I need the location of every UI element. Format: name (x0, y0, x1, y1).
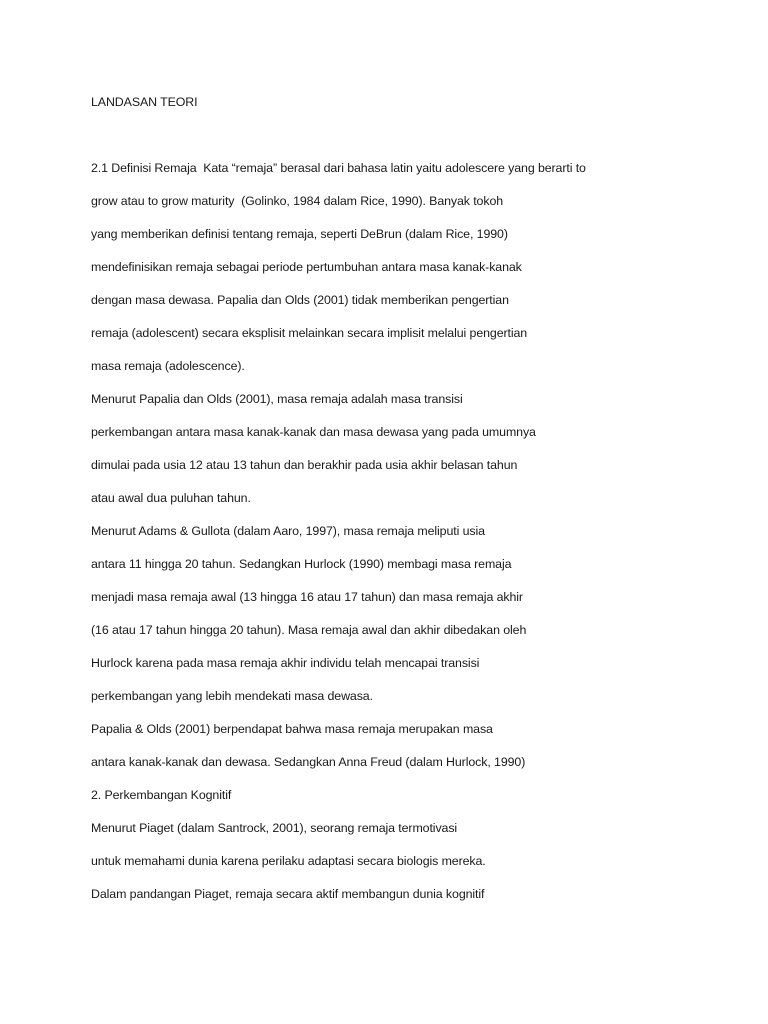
text-line: dimulai pada usia 12 atau 13 tahun dan berakhir pada usia akhir belasan tahun (91, 458, 518, 472)
text-line: yang memberikan definisi tentang remaja, seperti DeBrun (dalam Rice, 1990) (91, 227, 508, 241)
text-line: masa remaja (adolescence). (91, 359, 245, 373)
text-line: dengan masa dewasa. Papalia dan Olds (2001) tidak memberikan pengertian (91, 293, 509, 307)
text-line: menjadi masa remaja awal (13 hingga 16 atau 17 tahun) dan masa remaja akhir (91, 590, 523, 604)
text-line: untuk memahami dunia karena perilaku adaptasi secara biologis mereka. (91, 854, 486, 868)
text-line: Menurut Piaget (dalam Santrock, 2001), seorang remaja termotivasi (91, 821, 458, 835)
text-line: (16 atau 17 tahun hingga 20 tahun). Masa remaja awal dan akhir dibedakan oleh (91, 623, 527, 637)
text-line: atau awal dua puluhan tahun. (91, 491, 251, 505)
document-title: LANDASAN TEORI (91, 95, 198, 109)
text-line: grow atau to grow maturity (Golinko, 1984 dalam Rice, 1990). Banyak tokoh (91, 194, 504, 208)
text-line: perkembangan antara masa kanak-kanak dan masa dewasa yang pada umumnya (91, 425, 536, 439)
text-line: Hurlock karena pada masa remaja akhir individu telah mencapai transisi (91, 656, 480, 670)
text-line: remaja (adolescent) secara eksplisit melainkan secara implisit melalui pengertian (91, 326, 528, 340)
text-line: antara 11 hingga 20 tahun. Sedangkan Hurlock (1990) membagi masa remaja (91, 557, 512, 571)
section-heading: 2. Perkembangan Kognitif (91, 788, 232, 802)
text-line: mendefinisikan remaja sebagai periode pertumbuhan antara masa kanak-kanak (91, 260, 522, 274)
text-line: perkembangan yang lebih mendekati masa dewasa. (91, 689, 373, 703)
text-line: Dalam pandangan Piaget, remaja secara aktif membangun dunia kognitif (91, 887, 485, 901)
text-line (91, 123, 731, 156)
text-line: Menurut Adams & Gullota (dalam Aaro, 1997), masa remaja meliputi usia (91, 524, 485, 538)
text-line: Papalia & Olds (2001) berpendapat bahwa masa remaja merupakan masa (91, 722, 493, 736)
document-body (91, 90, 731, 915)
text-line: Menurut Papalia dan Olds (2001), masa remaja adalah masa transisi (91, 392, 463, 406)
text-line: 2.1 Definisi Remaja Kata “remaja” berasal dari bahasa latin yaitu adolescere yang berarti to (91, 161, 586, 175)
text-line: antara kanak-kanak dan dewasa. Sedangkan Anna Freud (dalam Hurlock, 1990) (91, 755, 526, 769)
